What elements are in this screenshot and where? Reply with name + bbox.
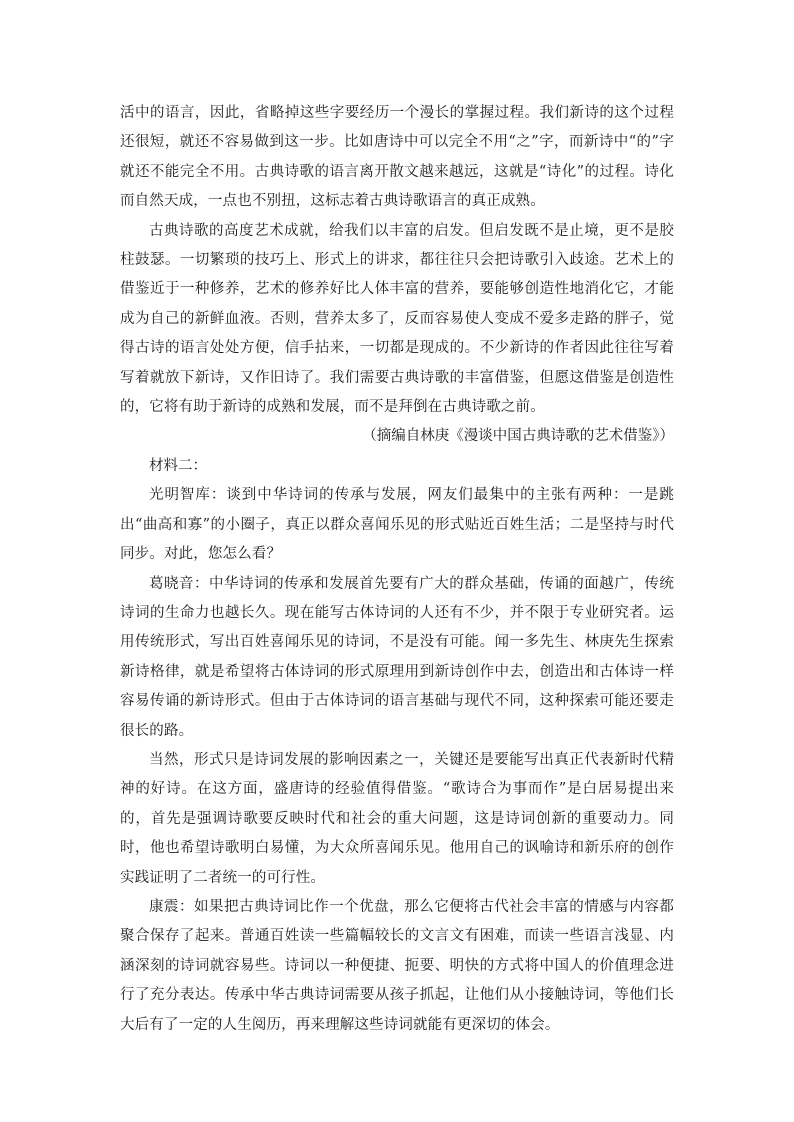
dialogue-answer-ge-2: 当然，形式只是诗词发展的影响因素之一，关键还是要能写出真正代表新时代精神的好诗。在这方面，盛唐诗的经验值得借鉴。“歌诗合为事而作”是白居易提出来的，首先是强调诗歌要反映时代和社会的重大问题，这是诗词创新的重要动力。同时，他也希望诗歌明白易懂，为大众所喜闻乐见。他用自己的讽喻诗和新乐府的创作实践证明了二者统一的可行性。 [120,751,674,886]
dialogue-answer-ge-1: 葛晓音：中华诗词的传承和发展首先要有广大的群众基础，传诵的面越广，传统诗词的生命力也越长久。现在能写古体诗词的人还有不少，并不限于专业研究者。运用传统形式，写出百姓喜闻乐见的诗词，不是没有可能。闻一多先生、林庚先生探索新诗格律，就是希望将古体诗词的形式原理用到新诗创作中去，创造出和古体诗一样容易传诵的新诗形式。但由于古体诗词的语言基础与现代不同，这种探索可能还要走很长的路。 [120,575,674,739]
paragraph-continuation: 活中的语言，因此，省略掉这些字要经历一个漫长的掌握过程。我们新诗的这个过程还很短，就还不容易做到这一步。比如唐诗中可以完全不用“之”字，而新诗中“的”字就还不能完全不用。古典诗歌的语言离开散文越来越远，这就是“诗化”的过程。诗化而自然天成，一点也不别扭，这标志着古典诗歌语言的真正成熟。 [120,105,674,210]
dialogue-answer-kang: 康震：如果把古典诗词比作一个优盘，那么它便将古代社会丰富的情感与内容都聚合保存了起来。普通百姓读一些篇幅较长的文言文有困难，而读一些语言浅显、内涵深刻的诗词就容易些。诗词以一种便捷、扼要、明快的方式将中国人的价值理念进行了充分表达。传承中华古典诗词需要从孩子抓起，让他们从小接触诗词，等他们长大后有了一定的人生阅历，再来理解这些诗词就能有更深切的体会。 [120,898,674,1033]
paragraph-inspiration: 古典诗歌的高度艺术成就，给我们以丰富的启发。但启发既不是止境，更不是胶柱鼓瑟。一切繁琐的技巧上、形式上的讲求，都往往只会把诗歌引入歧途。艺术上的借鉴近于一种修养，艺术的修养好比人体丰富的营养，要能够创造性地消化它，才能成为自己的新鲜血液。否则，营养太多了，反而容易使人变成不爱多走路的胖子，觉得古诗的语言处处方便，信手拈来，一切都是现成的。不少新诗的作者因此往往写着写着就放下新诗，又作旧诗了。我们需要古典诗歌的丰富借鉴，但愿这借鉴是创造性的，它将有助于新诗的成熟和发展，而不是拜倒在古典诗歌之前。 [120,222,674,416]
source-citation: （摘编自林庚《漫谈中国古典诗歌的艺术借鉴》） [362,428,674,445]
material-heading: 材料二： [149,457,207,474]
dialogue-question: 光明智库：谈到中华诗词的传承与发展，网友们最集中的主张有两种：一是跳出“曲高和寡”的小圈子，真正以群众喜闻乐见的形式贴近百姓生活；二是坚持与时代同步。对此，您怎么看？ [120,487,674,563]
